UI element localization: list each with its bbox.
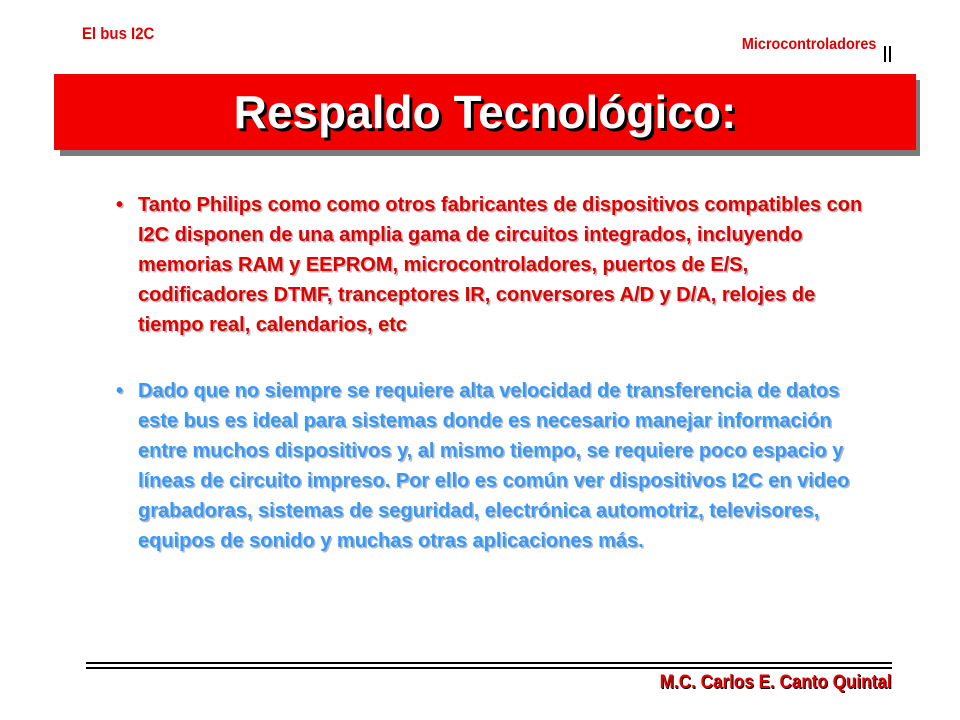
slide-title: Respaldo Tecnológico: [233, 86, 737, 138]
footer-rule-top [86, 662, 892, 664]
footer-author: M.C. Carlos E. Canto Quintal [660, 672, 892, 693]
bullet-list [116, 190, 876, 556]
header-divider-line-secondary [889, 46, 891, 62]
header-divider-line [884, 46, 886, 62]
bullet-item-applications [116, 376, 876, 556]
bullet-text: Tanto Philips como como otros fabricantes de dispositivos compatibles con I2C disponen de una amplia gama de circuitos integrados, incluyendo memorias RAM y EEPROM, microcontroladores, puertos de E/S, codificadores DTMF, tranceptores IR, conversores A/D y D/A, relojes de tiempo real, calendarios, etc [138, 194, 863, 336]
bullet-marker: • [116, 194, 124, 216]
footer-rule-bottom [86, 667, 892, 669]
bullet-text: Dado que no siempre se requiere alta velocidad de transferencia de datos este bus es ideal para sistemas donde es necesario manejar información entre muchos dispositivos y, al mismo tiempo, se requiere poco espacio y líneas de circuito impreso. Por ello es común ver dispositivos I2C en video grabadoras, sistemas de seguridad, electrónica automotriz, televisores, equipos de sonido y muchas otras aplicaciones más. [138, 380, 850, 552]
header-course-label: Microcontroladores [741, 36, 876, 53]
bullet-marker: • [116, 380, 124, 402]
header-topic-label: El bus I2C [82, 24, 155, 43]
title-bar [54, 74, 916, 150]
bullet-item-components [116, 190, 876, 340]
